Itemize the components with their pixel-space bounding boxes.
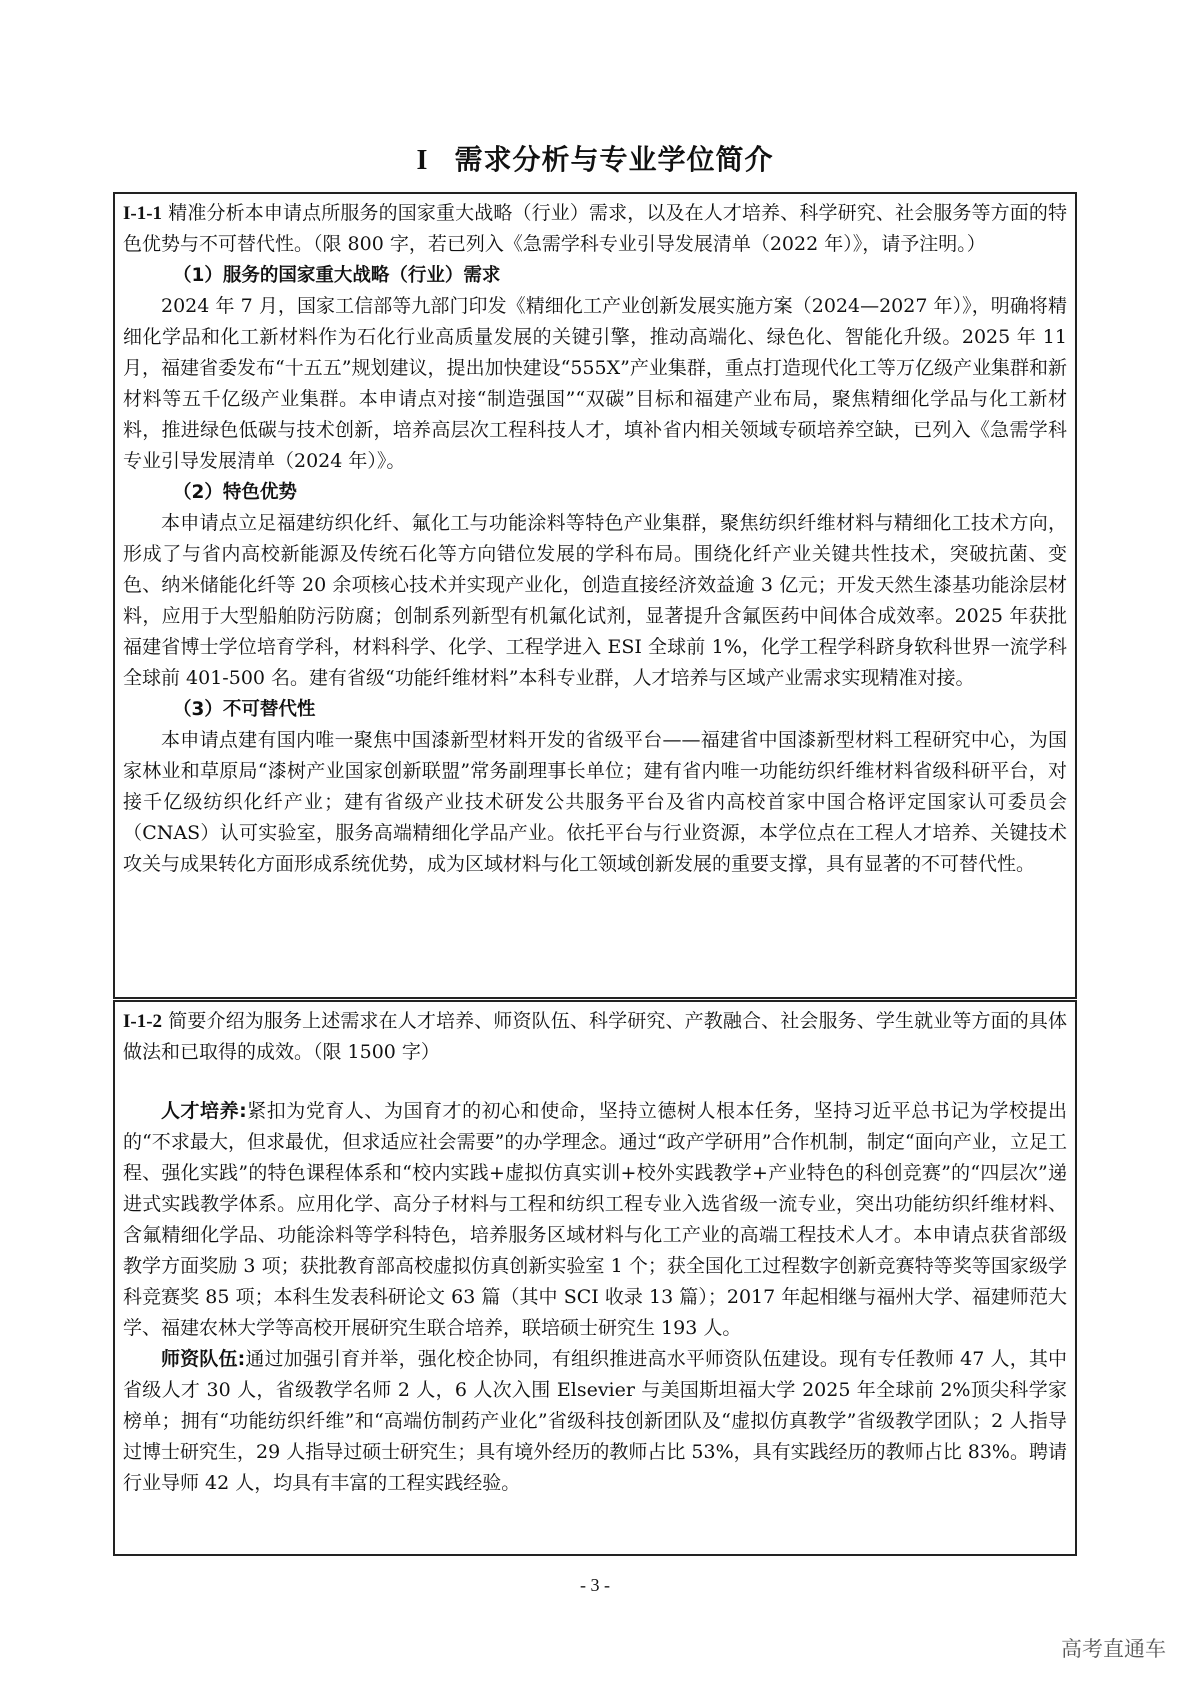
section-title-text: 需求分析与专业学位简介 (454, 143, 774, 176)
section-number: I (416, 145, 429, 176)
section-title (0, 138, 1190, 178)
subheading-irreplaceability: （3）不可替代性 (173, 699, 316, 720)
question-prompt (123, 1006, 1067, 1068)
question-text: 精准分析本申请点所服务的国家重大战略（行业）需求，以及在人才培养、科学研究、社会服务等方面的特色优势与不可替代性。（限 800 字，若已列入《急需学科专业引导发展清单（2022 年）》，请予注明。） (123, 202, 1067, 255)
subheading-strategic-demand: （1）服务的国家重大战略（行业）需求 (173, 265, 501, 286)
question-box-i-1-2 (113, 1000, 1077, 1556)
lead-faculty: 师资队伍: (161, 1348, 246, 1370)
paragraph-strategic-demand: 2024 年 7 月，国家工信部等九部门印发《精细化工产业创新发展实施方案（2024—2027 年）》，明确将精细化学品和化工新材料作为石化行业高质量发展的关键引擎，推动高端化、绿色化、智能化升级。2025 年 11 月，福建省委发布“十五五”规划建议，提出加快建设“555X”产业集群，重点打造现代化工等万亿级产业集群和新材料等五千亿级产业集群。本申请点对接“制造强国”“双碳”目标和福建产业布局，聚焦精细化学品与化工新材料，推进绿色低碳与技术创新，培养高层次工程科技人才，填补省内相关领域专硕培养空缺，已列入《急需学科专业引导发展清单（2024 年）》。 (123, 295, 1067, 472)
paragraph-faculty (123, 1344, 1067, 1499)
subheading-advantages: （2）特色优势 (173, 482, 297, 503)
paragraph-irreplaceability: 本申请点建有国内唯一聚焦中国漆新型材料开发的省级平台——福建省中国漆新型材料工程研究中心，为国家林业和草原局“漆树产业国家创新联盟”常务副理事长单位；建有省内唯一功能纺织纤维材料省级科研平台，对接千亿级纺织化纤产业；建有省级产业技术研发公共服务平台及省内高校首家中国合格评定国家认可委员会（CNAS）认可实验室，服务高端精细化学品产业。依托平台与行业资源，本学位点在工程人才培养、关键技术攻关与成果转化方面形成系统优势，成为区域材料与化工领域创新发展的重要支撑，具有显著的不可替代性。 (123, 729, 1067, 875)
text-faculty: 通过加强引育并举，强化校企协同，有组织推进高水平师资队伍建设。现有专任教师 47 人，其中省级人才 30 人，省级教学名师 2 人，6 人次入围 Elsevier 与美国斯坦福大学 2025 年全球前 2%顶尖科学家榜单；拥有“功能纺织纤维”和“高端仿制药产业化”省级科技创新团队及“虚拟仿真教学”省级教学团队；2 人指导过博士研究生，29 人指导过硕士研究生；具有境外经历的教师占比 53%，具有实践经历的教师占比 83%。聘请行业导师 42 人，均具有丰富的工程实践经验。 (123, 1348, 1067, 1494)
lead-talent-cultivation: 人才培养: (161, 1100, 247, 1122)
paragraph-advantages: 本申请点立足福建纺织化纤、氟化工与功能涂料等特色产业集群，聚焦纺织纤维材料与精细化工技术方向，形成了与省内高校新能源及传统石化等方向错位发展的学科布局。围绕化纤产业关键共性技术，突破抗菌、变色、纳米储能化纤等 20 余项核心技术并实现产业化，创造直接经济效益逾 3 亿元；开发天然生漆基功能涂层材料，应用于大型船舶防污防腐；创制系列新型有机氟化试剂，显著提升含氟医药中间体合成效率。2025 年获批福建省博士学位培育学科，材料科学、化学、工程学进入 ESI 全球前 1%，化学工程学科跻身软科世界一流学科全球前 401-500 名。建有省级“功能纤维材料”本科专业群，人才培养与区域产业需求实现精准对接。 (123, 512, 1067, 689)
watermark: 高考直通车 (1061, 1637, 1166, 1661)
text-talent-cultivation: 紧扣为党育人、为国育才的初心和使命，坚持立德树人根本任务，坚持习近平总书记为学校提出的“不求最大，但求最优，但求适应社会需要”的办学理念。通过“政产学研用”合作机制，制定“面向产业，立足工程、强化实践”的特色课程体系和“校内实践+虚拟仿真实训+校外实践教学+产业特色的科创竞赛”的“四层次”递进式实践教学体系。应用化学、高分子材料与工程和纺织工程专业入选省级一流专业，突出功能纺织纤维材料、含氟精细化学品、功能涂料等学科特色，培养服务区域材料与化工产业的高端工程技术人才。本申请点获省部级教学方面奖励 3 项；获批教育部高校虚拟仿真创新实验室 1 个；获全国化工过程数字创新竞赛特等奖等国家级学科竞赛奖 85 项；本科生发表科研论文 63 篇（其中 SCI 收录 13 篇）；2017 年起相继与福州大学、福建师范大学、福建农林大学等高校开展研究生联合培养，联培硕士研究生 193 人。 (123, 1100, 1067, 1339)
question-text: 简要介绍为服务上述需求在人才培养、师资队伍、科学研究、产教融合、社会服务、学生就业等方面的具体做法和已取得的成效。（限 1500 字） (123, 1010, 1067, 1063)
question-code: I-1-1 (123, 203, 163, 224)
question-prompt (123, 198, 1067, 260)
question-box-i-1-1 (113, 192, 1077, 999)
spacer (123, 1068, 1067, 1096)
page-number: - 3 - (580, 1575, 610, 1595)
paragraph-talent-cultivation (123, 1096, 1067, 1344)
question-code: I-1-2 (123, 1011, 163, 1032)
